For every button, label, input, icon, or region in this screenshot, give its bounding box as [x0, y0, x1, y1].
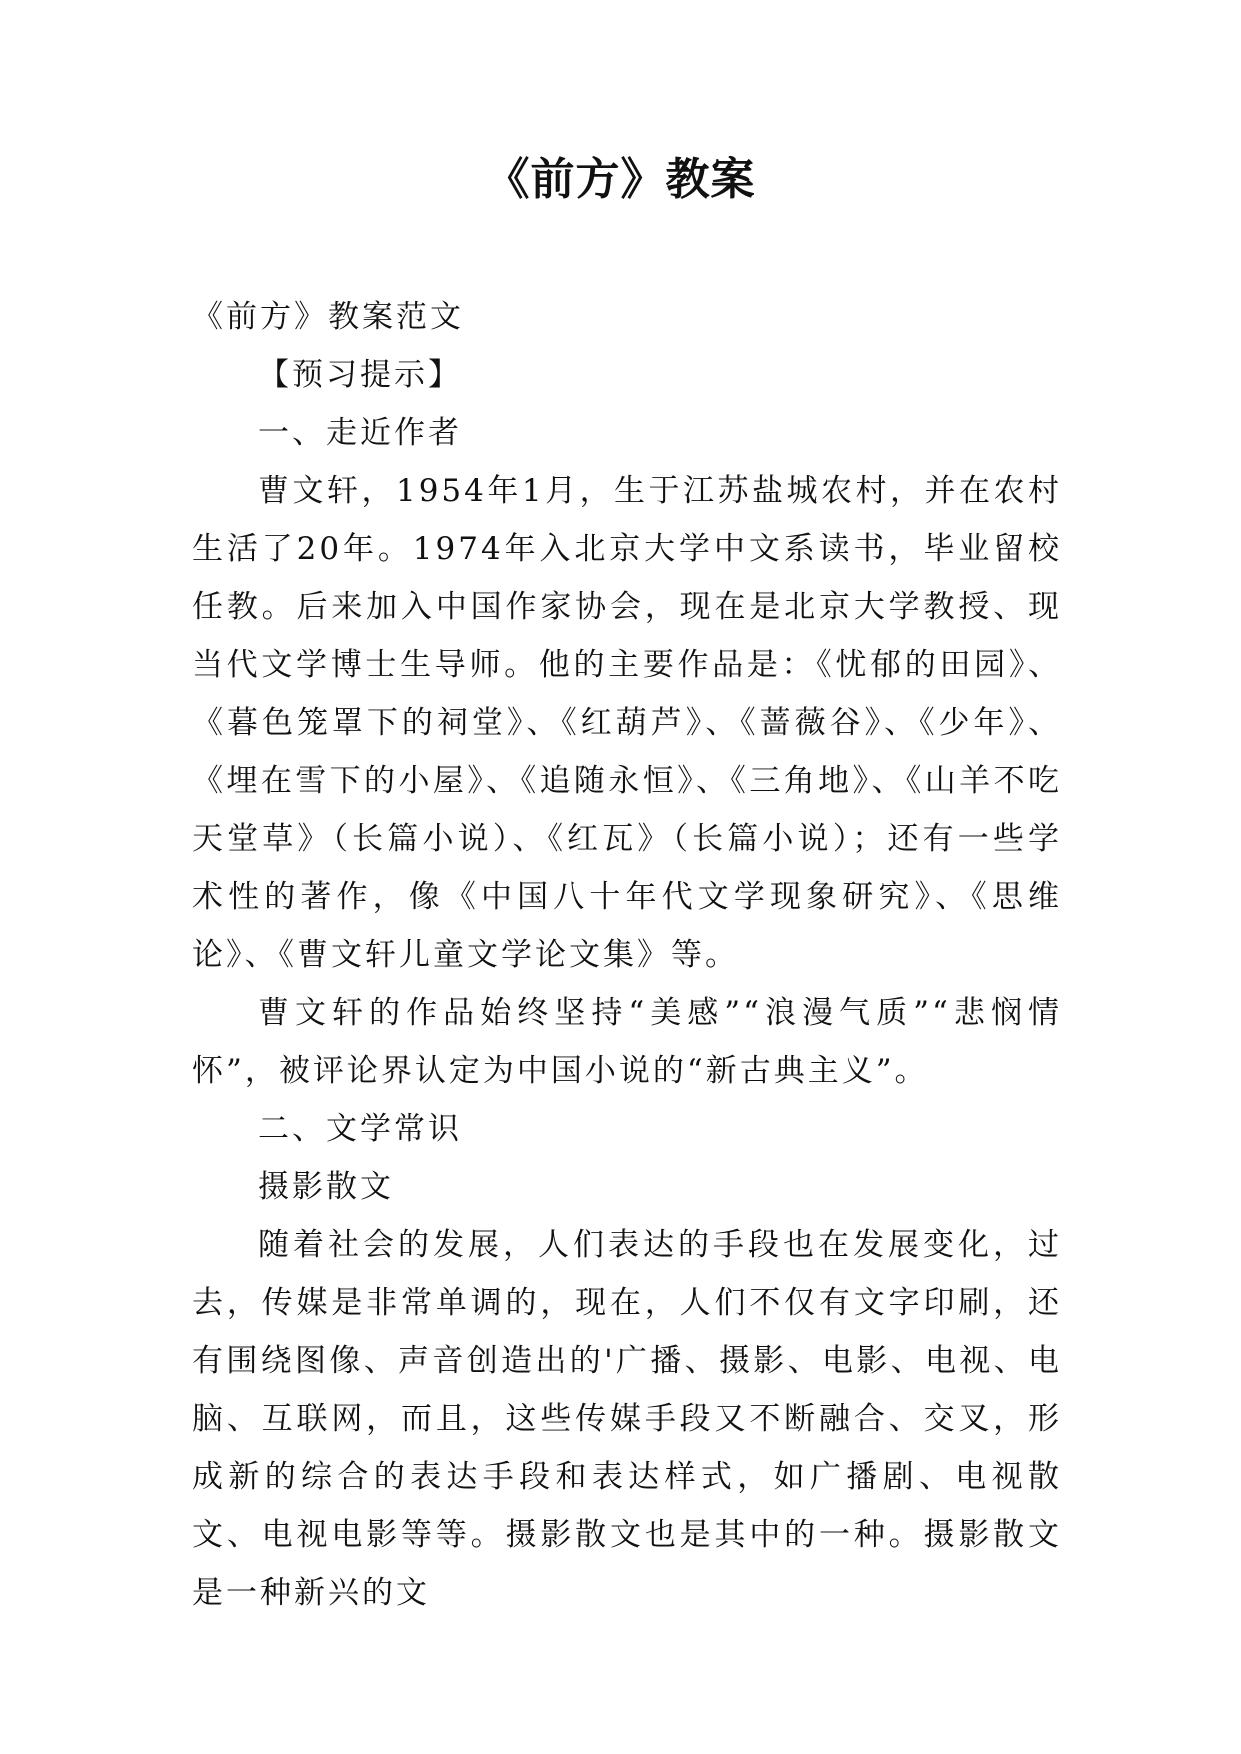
section-heading: 【预习提示】: [258, 357, 462, 393]
section-heading: 二、文学常识: [258, 1111, 462, 1147]
body-paragraph: 曹文轩，1954年1月，生于江苏盐城农村，并在农村生活了20年。1974年入北京大学中文系读书，毕业留校任教。后来加入中国作家协会，现在是北京大学教授、现当代文学博士生导师。他的主要作品是：《忧郁的田园》、《暮色笼罩下的祠堂》、《红葫芦》、《蔷薇谷》、《少年》、《埋在雪下的小屋》、《追随永恒》、《三角地》、《山羊不吃天堂草》（长篇小说）、《红瓦》（长篇小说）；还有一些学术性的著作，像《中国八十年代文学现象研究》、《思维论》、《曹文轩儿童文学论文集》等。: [192, 473, 1062, 973]
body-paragraph: 曹文轩的作品始终坚持“美感”“浪漫气质”“悲悯情怀”，被评论界认定为中国小说的“新古典主义”。: [192, 995, 1062, 1089]
section-heading: 摄影散文: [258, 1169, 394, 1205]
section-heading: 一、走近作者: [258, 415, 462, 451]
body-paragraph: 《前方》教案范文: [192, 299, 464, 335]
document-body: [192, 288, 1062, 1622]
document-title: 《前方》教案: [485, 154, 756, 205]
body-paragraph: 随着社会的发展，人们表达的手段也在发展变化，过去，传媒是非常单调的，现在，人们不仅有文字印刷，还有围绕图像、声音创造出的'广播、摄影、电影、电视、电脑、互联网，而且，这些传媒手段又不断融合、交叉，形成新的综合的表达手段和表达样式，如广播剧、电视散文、电视电影等等。摄影散文也是其中的一种。摄影散文是一种新兴的文: [192, 1227, 1062, 1611]
